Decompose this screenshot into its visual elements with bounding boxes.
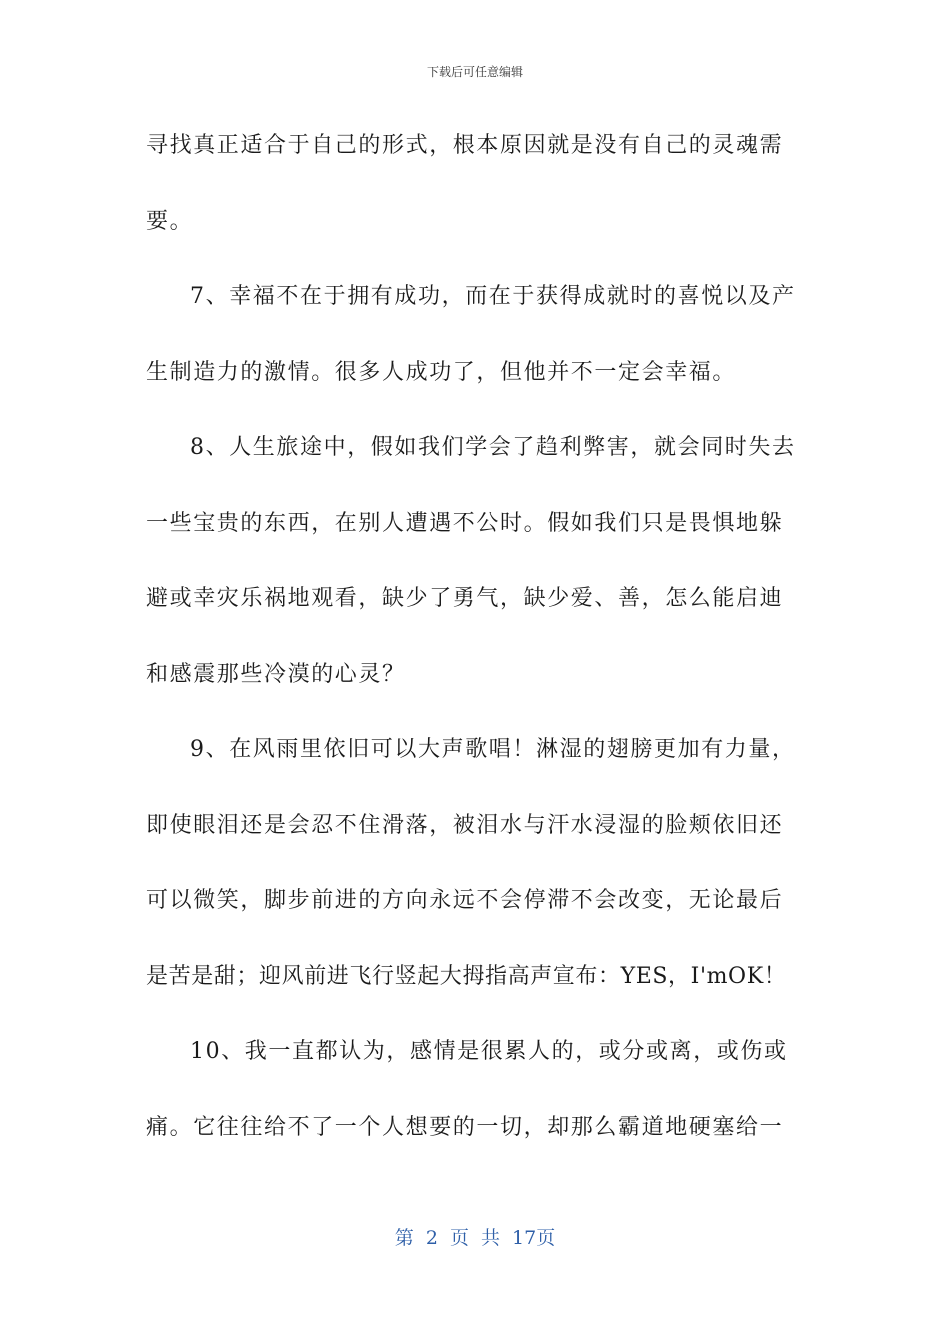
paragraph-line: 避或幸灾乐祸地观看，缺少了勇气，缺少爱、善，怎么能启迪 [146,586,784,611]
paragraph-line: 7、幸福不在于拥有成功，而在于获得成就时的喜悦以及产 [190,284,796,309]
page-header: 下载后可任意编辑 [426,65,523,79]
paragraph-line: 一些宝贵的东西，在别人遭遇不公时。假如我们只是畏惧地躲 [146,510,784,536]
paragraph-line: 生制造力的激情。很多人成功了，但他并不一定会幸福。 [146,359,737,385]
paragraph-line: 即使眼泪还是会忍不住滑落，被泪水与汗水浸湿的脸颊依旧还 [146,812,784,838]
paragraph-line: 是苦是甜；迎风前进飞行竖起大拇指高声宣布：YES，I'mOK！ [146,963,787,989]
paragraph-line: 要。 [146,208,194,234]
document-body [146,108,806,1165]
paragraph-line: 10、我一直都认为，感情是很累人的，或分或离，或伤或 [190,1039,788,1064]
page-number-footer: 第 2 页 共 17页 [394,1227,556,1249]
paragraph-line: 痛。它往往给不了一个人想要的一切，却那么霸道地硬塞给一 [146,1114,784,1140]
paragraph-line: 8、人生旅途中，假如我们学会了趋利弊害，就会同时失去 [190,435,796,460]
paragraph-line: 可以微笑，脚步前进的方向永远不会停滞不会改变，无论最后 [146,888,784,913]
paragraph-line: 寻找真正适合于自己的形式，根本原因就是没有自己的灵魂需 [146,133,784,158]
paragraph-line: 和感震那些冷漠的心灵？ [146,661,406,687]
paragraph-line: 9、在风雨里依旧可以大声歌唱！淋湿的翅膀更加有力量， [190,737,796,762]
